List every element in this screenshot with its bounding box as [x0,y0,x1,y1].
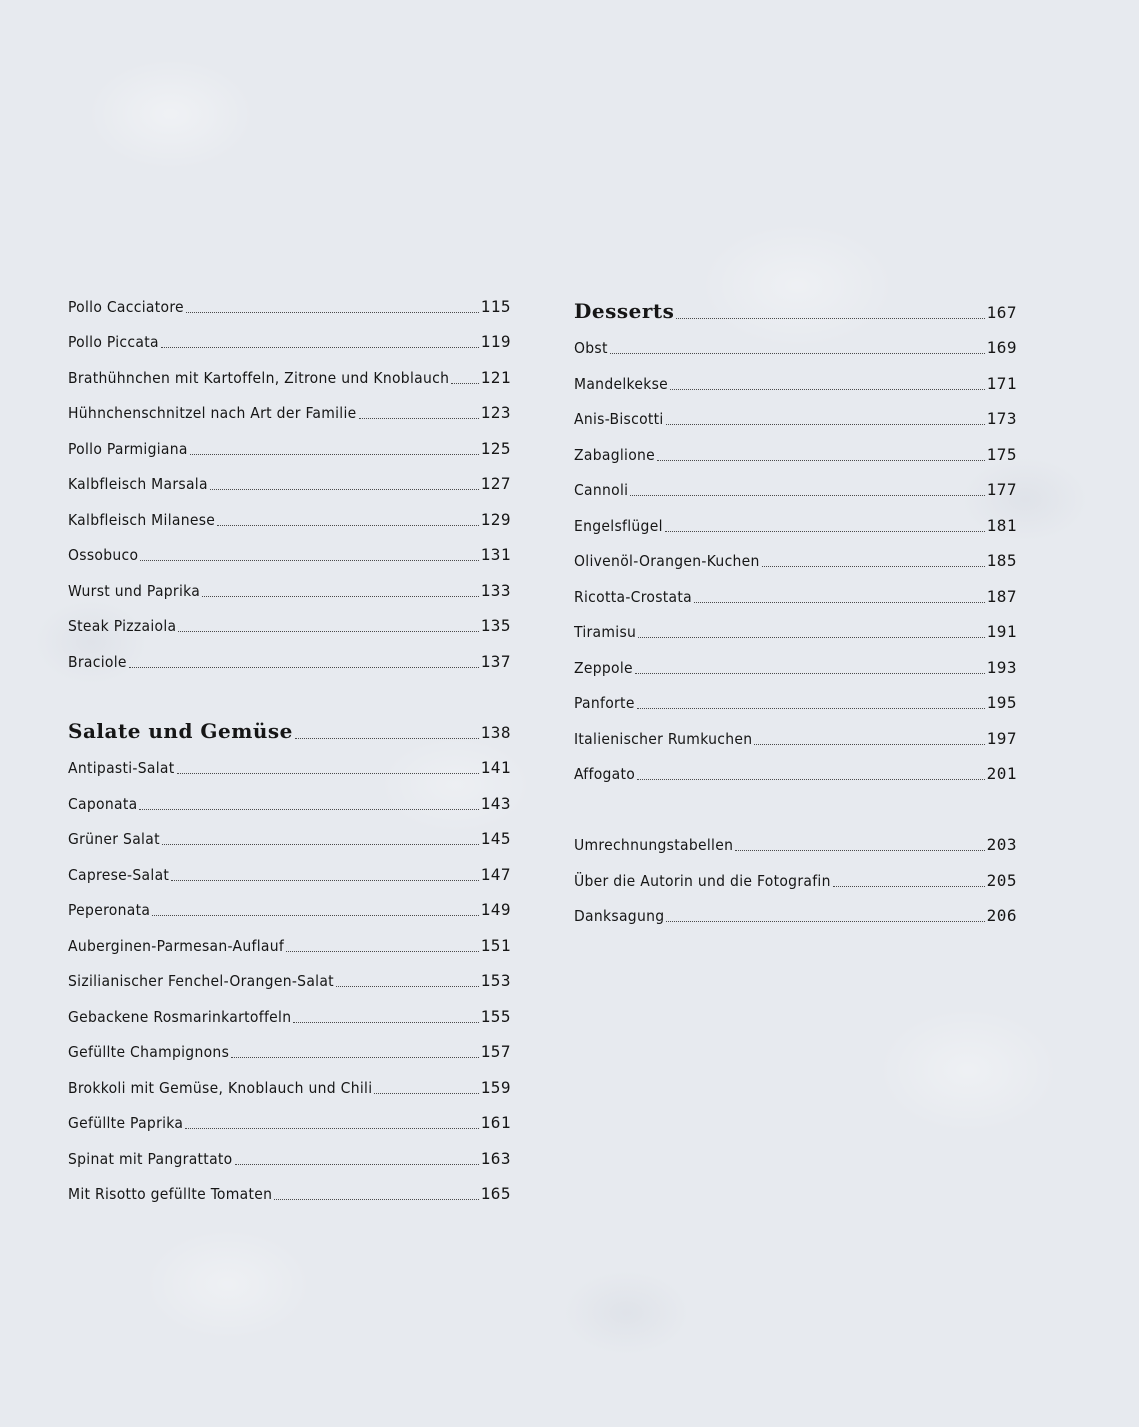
dot-leader [762,565,985,567]
toc-entry [68,529,511,565]
dot-leader [186,311,479,313]
page-number: 193 [986,657,1017,677]
toc-entry [68,351,511,387]
page-number: 165 [480,1184,511,1203]
dot-leader [140,559,478,561]
dot-leader [359,417,479,419]
entry-title-engelsfluegel: Engelsflügel [574,516,663,535]
page-number: 129 [480,509,511,529]
dot-leader [274,1198,478,1200]
entry-title-sizilianischer-fenchel-orangen-salat: Sizilianischer Fenchel-Orangen-Salat [68,972,334,990]
page-number: 125 [480,438,511,458]
dot-leader [610,352,985,354]
entry-title-antipasti-salat: Antipasti-Salat [68,759,175,777]
entry-title-ricotta-crostata: Ricotta-Crostata [574,587,693,606]
toc-entry [574,712,1017,748]
entry-title-obst: Obst [574,339,608,357]
entry-title-gebackene-rosmarinkartoffeln: Gebackene Rosmarinkartoffeln [68,1007,292,1026]
entry-title-affogato: Affogato [574,765,636,783]
toc-entry [574,677,1017,713]
entry-title-huehnchenschnitzel-nach-art-der-familie: Hühnchenschnitzel nach Art der Familie [68,404,357,422]
toc-entry [68,742,511,778]
page-number: 167 [986,302,1017,322]
dot-leader [451,382,478,384]
toc-entry [68,316,511,352]
dot-leader [336,985,479,987]
entry-title-wurst-und-paprika: Wurst und Paprika [68,581,201,600]
entry-title-peperonata: Peperonata [68,901,151,919]
entry-title-gruener-salat: Grüner Salat [68,830,160,848]
dot-leader [630,494,984,496]
entry-title-kalbfleisch-marsala: Kalbfleisch Marsala [68,475,208,493]
dot-leader [666,423,985,425]
page-number: 201 [986,764,1017,783]
toc-left-column [68,280,511,1203]
page-number: 135 [480,616,511,635]
page-number: 203 [986,835,1017,854]
dot-leader [231,1056,478,1058]
entry-title-spinat-mit-pangrattato: Spinat mit Pangrattato [68,1149,233,1168]
toc-entry [574,357,1017,393]
entry-title-zabaglione: Zabaglione [574,445,656,464]
dot-leader [833,885,985,887]
page-number: 147 [480,864,511,884]
entry-title-pollo-parmigiana: Pollo Parmigiana [68,439,188,458]
dot-leader [210,488,479,490]
entry-title-pollo-piccata: Pollo Piccata [68,333,159,351]
page-number: 133 [480,580,511,600]
entry-title-gefuellte-paprika: Gefüllte Paprika [68,1114,184,1132]
page-number: 153 [480,971,511,990]
toc-entry [68,1061,511,1097]
page-number: 127 [480,474,511,493]
entry-title-danksagung: Danksagung [574,907,665,925]
page-number: 157 [480,1042,511,1061]
page-number: 155 [480,1006,511,1026]
dot-leader [676,317,984,319]
toc-entry [574,428,1017,464]
toc-entry [68,635,511,671]
page-number: 205 [986,870,1017,890]
toc-entry [68,1026,511,1062]
entry-title-brathuehnchen-mit-kartoffeln-zitrone-und-knoblauch: Brathühnchen mit Kartoffeln, Zitrone und Knoblauch [68,368,450,387]
toc-entry [68,777,511,813]
entry-title-auberginen-parmesan-auflauf: Auberginen-Parmesan-Auflauf [68,936,285,955]
toc-entry [68,1168,511,1204]
toc-entry [68,813,511,849]
dot-leader [635,672,985,674]
dot-leader [638,636,984,638]
section-title-salate-und-gemuese: Salate und Gemüse [68,718,293,743]
page-number: 131 [480,545,511,564]
toc-entry [574,499,1017,535]
page-number: 171 [986,373,1017,393]
toc-entry [574,570,1017,606]
entry-title-caprese-salat: Caprese-Salat [68,865,170,884]
entry-title-anis-biscotti: Anis-Biscotti [574,410,664,428]
entry-title-gefuellte-champignons: Gefüllte Champignons [68,1043,230,1061]
entry-title-steak-pizzaiola: Steak Pizzaiola [68,617,177,635]
dot-leader [177,772,479,774]
entry-title-brokkoli-mit-gemuese-knoblauch-und-chili: Brokkoli mit Gemüse, Knoblauch und Chili [68,1078,373,1097]
toc-entry [574,641,1017,677]
toc-entry [574,464,1017,500]
toc-entry [574,748,1017,784]
toc-entry [68,600,511,636]
toc-section-heading [574,286,1017,322]
toc-entry [574,890,1017,926]
page-number: 137 [480,651,511,671]
toc-entry [68,280,511,316]
dot-leader [139,808,478,810]
page-number: 185 [986,551,1017,570]
dot-leader [637,707,985,709]
dot-leader [670,388,985,390]
page-number: 145 [480,829,511,848]
page-number: 141 [480,758,511,777]
entry-title-caponata: Caponata [68,794,138,813]
dot-leader [637,778,984,780]
toc-section-heading [68,706,511,742]
toc-entry [68,919,511,955]
entry-title-ossobuco: Ossobuco [68,546,139,564]
dot-leader [161,346,479,348]
dot-leader [657,459,985,461]
entry-title-panforte: Panforte [574,694,635,712]
dot-leader [286,950,479,952]
entry-title-tiramisu: Tiramisu [574,623,637,641]
section-title-desserts: Desserts [574,298,675,323]
dot-leader [666,920,984,922]
dot-leader [295,737,479,739]
toc-right-column [574,286,1017,925]
dot-leader [374,1092,478,1094]
page-number: 151 [480,935,511,955]
entry-title-pollo-cacciatore: Pollo Cacciatore [68,297,184,316]
page-number: 121 [480,367,511,387]
entry-title-kalbfleisch-milanese: Kalbfleisch Milanese [68,510,216,529]
page-number: 177 [986,480,1017,499]
dot-leader [754,743,984,745]
page-number: 191 [986,622,1017,641]
page-number: 159 [480,1077,511,1097]
entry-title-olivenoel-orangen-kuchen: Olivenöl-Orangen-Kuchen [574,552,760,570]
toc-entry [574,535,1017,571]
dot-leader [185,1127,478,1129]
dot-leader [190,453,479,455]
page-number: 173 [986,409,1017,428]
toc-entry [68,848,511,884]
entry-title-zeppole: Zeppole [574,658,633,677]
page-number: 197 [986,728,1017,748]
toc-entry [68,564,511,600]
toc-entry [68,493,511,529]
page-number: 206 [986,906,1017,925]
toc-entry [68,1097,511,1133]
entry-title-italienischer-rumkuchen: Italienischer Rumkuchen [574,729,753,748]
toc-entry [68,955,511,991]
dot-leader [735,849,984,851]
entry-title-braciole: Braciole [68,652,127,671]
page-number: 119 [480,332,511,351]
entry-title-mandelkekse: Mandelkekse [574,374,669,393]
toc-entry [574,819,1017,855]
entry-title-ueber-die-autorin-und-die-fotografin: Über die Autorin und die Fotografin [574,871,831,890]
entry-title-umrechnungstabellen: Umrechnungstabellen [574,836,734,854]
dot-leader [235,1163,479,1165]
dot-leader [178,630,478,632]
page-number: 187 [986,586,1017,606]
page-number: 181 [986,515,1017,535]
dot-leader [293,1021,478,1023]
toc-entry [68,422,511,458]
section-spacer [574,783,1017,819]
page-number: 195 [986,693,1017,712]
dot-leader [171,879,478,881]
page-number: 123 [480,403,511,422]
toc-entry [574,606,1017,642]
page-number: 115 [480,296,511,316]
dot-leader [162,843,479,845]
entry-title-mit-risotto-gefuellte-tomaten: Mit Risotto gefüllte Tomaten [68,1185,273,1203]
dot-leader [217,524,478,526]
toc-entry [68,458,511,494]
page-number: 163 [480,1148,511,1168]
toc-entry [68,990,511,1026]
toc-entry [68,387,511,423]
dot-leader [129,666,479,668]
section-spacer [68,671,511,707]
page-number: 169 [986,338,1017,357]
dot-leader [694,601,985,603]
toc-entry [574,854,1017,890]
page-number: 143 [480,793,511,813]
page-number: 161 [480,1113,511,1132]
dot-leader [152,914,478,916]
page-number: 175 [986,444,1017,464]
entry-title-cannoli: Cannoli [574,481,629,499]
toc-entry [574,322,1017,358]
dot-leader [665,530,985,532]
toc-entry [574,393,1017,429]
toc-entry [68,884,511,920]
dot-leader [202,595,479,597]
page-number: 149 [480,900,511,919]
page-number: 138 [480,722,511,742]
toc-entry [68,1132,511,1168]
